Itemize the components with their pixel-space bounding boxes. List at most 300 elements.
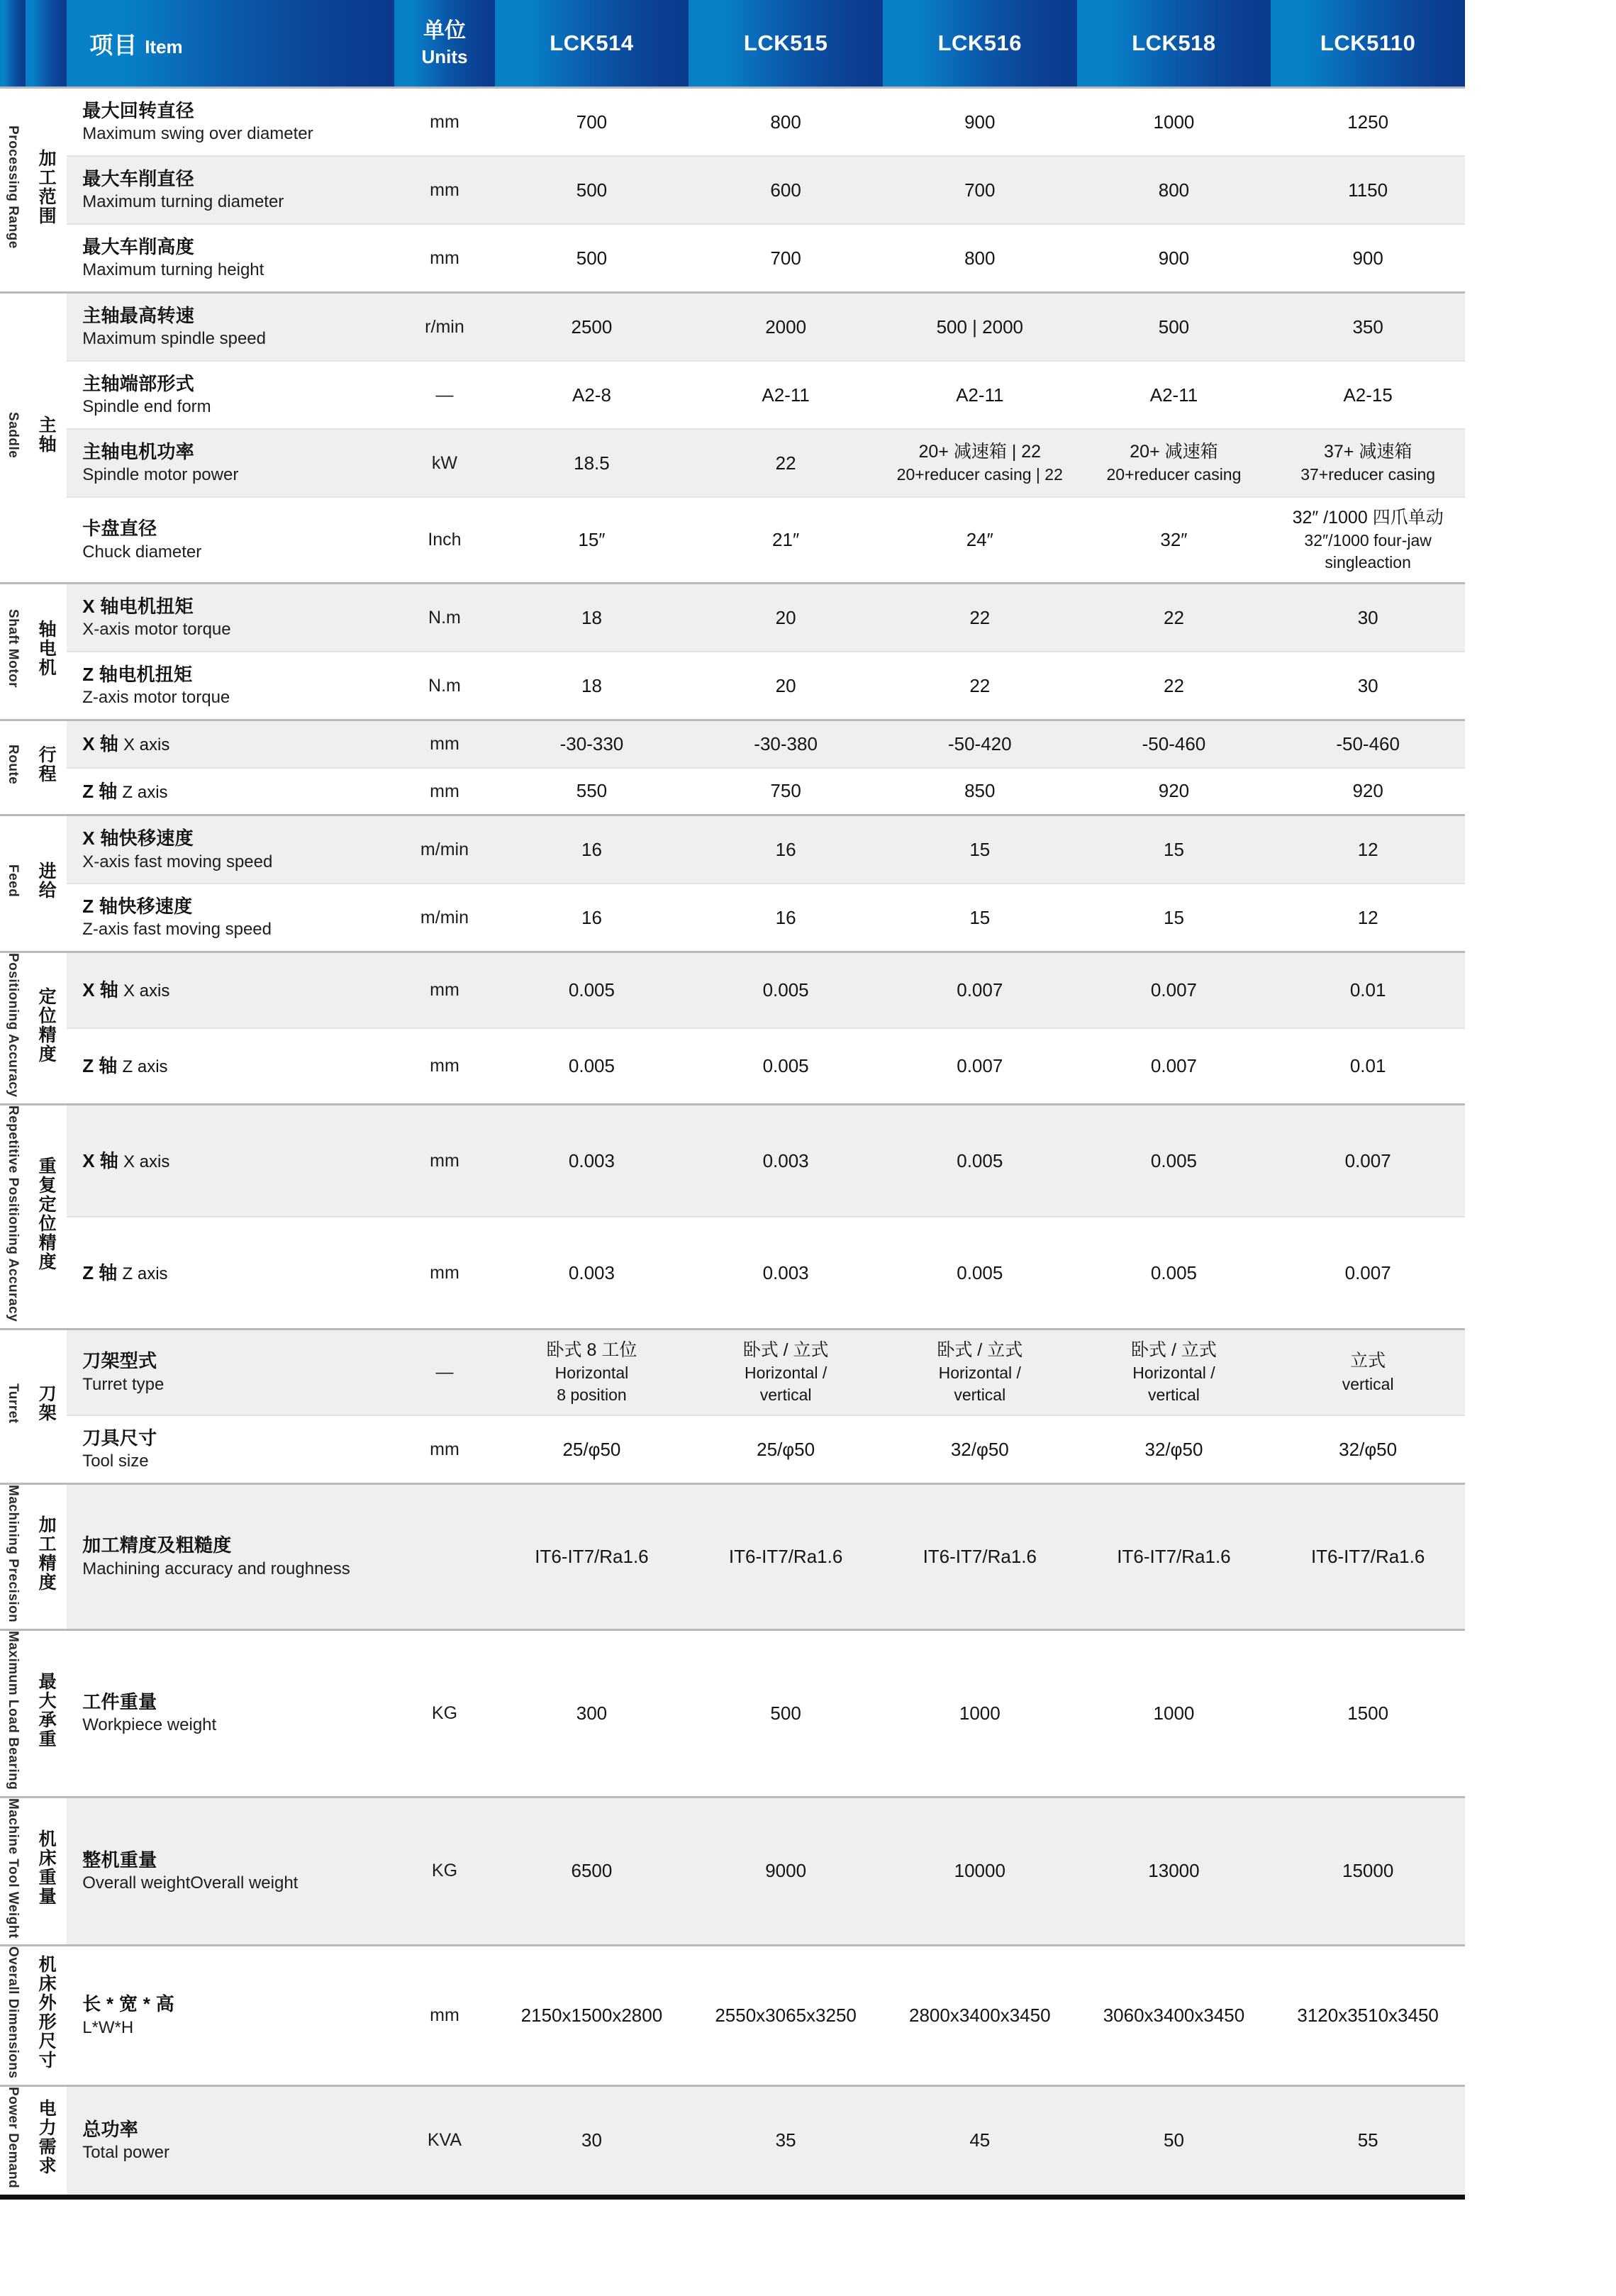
table-row xyxy=(0,952,1465,1029)
table-row xyxy=(0,1483,1465,1629)
row-value-lck5110: 15000 xyxy=(1271,1797,1465,1945)
category-cn-text: 机床重量 xyxy=(36,1829,57,1907)
row-value-lck518: 50 xyxy=(1077,2085,1271,2194)
row-item-en: Turret type xyxy=(82,1374,165,1394)
value-cn: 立式 xyxy=(1350,1351,1386,1371)
row-value-lck5110: 1150 xyxy=(1271,156,1465,224)
row-value-lck518: -50-460 xyxy=(1077,720,1271,768)
value-cn: 20+ 减速箱 | 22 xyxy=(918,441,1042,462)
category-en-text: Feed xyxy=(5,864,21,898)
category-cn-text: 最大承重 xyxy=(36,1671,57,1749)
row-unit: KVA xyxy=(394,2085,494,2194)
row-unit: mm xyxy=(394,720,494,768)
category-label-en-overall-dimensions xyxy=(0,1945,26,2085)
value-en: Horizontal / xyxy=(938,1364,1021,1383)
value-cn: 卧式 / 立式 xyxy=(1131,1339,1217,1360)
category-label-en-shaft-motor xyxy=(0,584,26,720)
row-value-lck514 xyxy=(495,1329,689,1415)
row-value-lck5110: A2-15 xyxy=(1271,361,1465,429)
header-item-cn: 项目 xyxy=(89,31,138,58)
row-item-label xyxy=(67,815,394,884)
row-item-en: Maximum turning diameter xyxy=(82,192,284,212)
value-cn: 32″ /1000 四爪单动 xyxy=(1292,507,1444,528)
row-value-lck515: 2000 xyxy=(689,292,883,360)
value-en-2: vertical xyxy=(954,1386,1006,1405)
category-en-text: Machine Tool Weight xyxy=(5,1798,21,1939)
row-value-lck5110: 920 xyxy=(1271,768,1465,815)
row-value-lck515: 0.005 xyxy=(689,952,883,1029)
row-value-lck518: 13000 xyxy=(1077,1797,1271,1945)
row-item-cn: 最大回转直径 xyxy=(82,100,195,121)
value-en: vertical xyxy=(1342,1374,1394,1393)
row-item-label xyxy=(67,1217,394,1329)
row-value-lck518: 22 xyxy=(1077,652,1271,720)
category-label-cn-route xyxy=(26,720,67,815)
table-row xyxy=(0,768,1465,815)
row-item-en: Z axis xyxy=(122,1057,168,1077)
row-item-label xyxy=(67,497,394,584)
row-item-cn: Z 轴 xyxy=(82,1055,123,1077)
row-value-lck515: 0.005 xyxy=(689,1028,883,1105)
value-cn: 20+ 减速箱 xyxy=(1130,441,1218,462)
row-value-lck514: 550 xyxy=(495,768,689,815)
row-unit: N.m xyxy=(394,652,494,720)
category-en-text: Route xyxy=(5,745,21,785)
table-row xyxy=(0,720,1465,768)
row-value-lck516: 32/φ50 xyxy=(883,1415,1077,1483)
row-item-label xyxy=(67,768,394,815)
row-value-lck5110: 1500 xyxy=(1271,1629,1465,1797)
row-value-lck518: 800 xyxy=(1077,156,1271,224)
category-label-en-route xyxy=(0,720,26,815)
row-item-en: Workpiece weight xyxy=(82,1715,217,1735)
row-item-en: Maximum spindle speed xyxy=(82,329,266,349)
category-cn-text: 加工范围 xyxy=(36,148,57,225)
row-value-lck5110: 0.01 xyxy=(1271,952,1465,1029)
row-value-lck516: 22 xyxy=(883,652,1077,720)
row-value-lck516: 15 xyxy=(883,884,1077,952)
table-row xyxy=(0,815,1465,884)
category-en-text: Positioning Accuracy xyxy=(5,953,21,1098)
row-item-en: Spindle end form xyxy=(82,397,211,417)
row-value-lck516: 900 xyxy=(883,88,1077,156)
row-unit xyxy=(394,1483,494,1629)
row-item-label xyxy=(67,884,394,952)
value-en: 32″/1000 four-jaw xyxy=(1304,531,1432,550)
row-unit: mm xyxy=(394,768,494,815)
row-value-lck515: 2550x3065x3250 xyxy=(689,1945,883,2085)
row-value-lck518 xyxy=(1077,1329,1271,1415)
row-item-en: Chuck diameter xyxy=(82,542,202,562)
row-item-en: X-axis fast moving speed xyxy=(82,852,273,871)
row-value-lck515: 700 xyxy=(689,224,883,292)
category-en-text: Saddle xyxy=(5,411,21,458)
row-value-lck516: 45 xyxy=(883,2085,1077,2194)
row-value-lck5110: 900 xyxy=(1271,224,1465,292)
category-cn-text: 刀架 xyxy=(36,1384,57,1423)
header-units-en: Units xyxy=(421,45,468,67)
row-value-lck516: 700 xyxy=(883,156,1077,224)
table-body xyxy=(0,88,1465,2195)
table-row xyxy=(0,1217,1465,1329)
row-item-label xyxy=(67,1028,394,1105)
row-value-lck514: A2-8 xyxy=(495,361,689,429)
row-item-en: Z axis xyxy=(122,782,168,802)
row-value-lck5110: 55 xyxy=(1271,2085,1465,2194)
row-value-lck514: 700 xyxy=(495,88,689,156)
row-value-lck5110: 12 xyxy=(1271,884,1465,952)
row-value-lck516: 0.005 xyxy=(883,1105,1077,1217)
row-item-cn: 刀架型式 xyxy=(82,1350,157,1372)
row-item-inline xyxy=(82,979,169,1001)
table-row xyxy=(0,224,1465,292)
category-en-text: Shaft Motor xyxy=(5,609,21,689)
table-row xyxy=(0,292,1465,360)
table-row xyxy=(0,652,1465,720)
row-value-lck515 xyxy=(689,1329,883,1415)
row-value-lck515: 20 xyxy=(689,652,883,720)
row-value-lck516: 500 | 2000 xyxy=(883,292,1077,360)
row-item-inline xyxy=(82,1150,169,1171)
header-units-cn: 单位 xyxy=(423,19,466,43)
row-item-label xyxy=(67,1415,394,1483)
row-value-lck516: A2-11 xyxy=(883,361,1077,429)
category-label-en-repetitive-positioning-accuracy xyxy=(0,1105,26,1330)
category-en-text: Processing Range xyxy=(5,125,21,249)
row-value-lck5110: 1250 xyxy=(1271,88,1465,156)
category-label-cn-shaft-motor xyxy=(26,584,67,720)
category-label-en-power-demand xyxy=(0,2085,26,2194)
category-label-cn-saddle xyxy=(26,292,67,583)
row-unit: mm xyxy=(394,156,494,224)
row-value-lck514: -30-330 xyxy=(495,720,689,768)
row-item-label xyxy=(67,584,394,652)
row-item-label xyxy=(67,429,394,497)
header-model-lck5110: LCK5110 xyxy=(1271,0,1465,88)
row-value-lck514: 2500 xyxy=(495,292,689,360)
row-item-label xyxy=(67,2085,394,2194)
category-label-en-positioning-accuracy xyxy=(0,952,26,1105)
row-value-lck516: 24″ xyxy=(883,497,1077,584)
category-label-cn-processing-range xyxy=(26,88,67,293)
category-cn-text: 电力需求 xyxy=(36,2099,57,2176)
row-item-label xyxy=(67,1797,394,1945)
category-cn-text: 重复定位精度 xyxy=(36,1156,57,1271)
row-value-lck515: 25/φ50 xyxy=(689,1415,883,1483)
category-label-en-turret xyxy=(0,1329,26,1483)
row-value-lck518: 900 xyxy=(1077,224,1271,292)
row-value-lck515: 22 xyxy=(689,429,883,497)
header-units xyxy=(394,0,494,88)
category-label-en-saddle xyxy=(0,292,26,583)
header-model-lck516: LCK516 xyxy=(883,0,1077,88)
row-item-cn: 主轴最高转速 xyxy=(82,304,195,326)
row-item-en: Total power xyxy=(82,2142,169,2162)
row-value-lck518: 3060x3400x3450 xyxy=(1077,1945,1271,2085)
row-value-lck518: 0.005 xyxy=(1077,1217,1271,1329)
category-label-cn-power-demand xyxy=(26,2085,67,2194)
row-value-lck514: 16 xyxy=(495,815,689,884)
table-row xyxy=(0,497,1465,584)
row-item-inline xyxy=(82,1262,167,1283)
category-label-en-machine-tool-weight xyxy=(0,1797,26,1945)
header-category-spacer-cn xyxy=(26,0,67,88)
category-en-text: Overall Dimensions xyxy=(5,1946,21,2079)
row-item-inline xyxy=(82,1055,167,1076)
row-value-lck518: 15 xyxy=(1077,815,1271,884)
row-value-lck5110: 32/φ50 xyxy=(1271,1415,1465,1483)
row-item-label xyxy=(67,1329,394,1415)
row-value-lck516: 0.007 xyxy=(883,1028,1077,1105)
category-en-text: Repetitive Positioning Accuracy xyxy=(5,1105,21,1322)
row-item-cn: Z 轴电机扭矩 xyxy=(82,664,193,686)
row-unit: mm xyxy=(394,1945,494,2085)
row-value-lck5110: 0.007 xyxy=(1271,1217,1465,1329)
row-value-lck518: 0.007 xyxy=(1077,952,1271,1029)
row-unit: N.m xyxy=(394,584,494,652)
row-value-lck518: 0.005 xyxy=(1077,1105,1271,1217)
row-value-lck515: IT6-IT7/Ra1.6 xyxy=(689,1483,883,1629)
header-row xyxy=(0,0,1465,88)
header-item-en: Item xyxy=(145,35,183,57)
row-value-lck518: 22 xyxy=(1077,584,1271,652)
row-item-label xyxy=(67,652,394,720)
row-item-en: Maximum swing over diameter xyxy=(82,124,313,144)
row-value-lck514: 0.003 xyxy=(495,1105,689,1217)
row-item-en: Overall weightOverall weight xyxy=(82,1873,299,1893)
row-item-cn: 长 * 宽 * 高 xyxy=(82,1993,175,2015)
row-unit: mm xyxy=(394,952,494,1029)
row-value-lck514: 25/φ50 xyxy=(495,1415,689,1483)
value-cn: 卧式 / 立式 xyxy=(937,1339,1023,1360)
row-item-en: Machining accuracy and roughness xyxy=(82,1559,350,1578)
row-item-en: Z-axis fast moving speed xyxy=(82,920,272,940)
row-item-en: X axis xyxy=(123,981,170,1001)
table-row xyxy=(0,884,1465,952)
row-item-label xyxy=(67,292,394,360)
table-row xyxy=(0,1629,1465,1797)
row-value-lck516: 1000 xyxy=(883,1629,1077,1797)
page-tail-space xyxy=(0,2200,1616,2296)
table-row xyxy=(0,1415,1465,1483)
table-row xyxy=(0,1105,1465,1217)
header-model-lck518: LCK518 xyxy=(1077,0,1271,88)
value-en: 37+reducer casing xyxy=(1300,465,1436,484)
row-item-cn: X 轴快移速度 xyxy=(82,827,194,849)
category-label-cn-turret xyxy=(26,1329,67,1483)
category-en-text: Machining Precision xyxy=(5,1484,21,1623)
row-value-lck5110: 30 xyxy=(1271,652,1465,720)
row-unit: mm xyxy=(394,88,494,156)
row-value-lck515: 16 xyxy=(689,884,883,952)
row-value-lck5110 xyxy=(1271,1329,1465,1415)
row-item-inline xyxy=(82,733,169,754)
row-unit: m/min xyxy=(394,884,494,952)
row-value-lck515: 500 xyxy=(689,1629,883,1797)
row-value-lck514: 0.005 xyxy=(495,1028,689,1105)
value-en-2: singleaction xyxy=(1325,553,1411,572)
row-item-label xyxy=(67,1629,394,1797)
row-value-lck516: 2800x3400x3450 xyxy=(883,1945,1077,2085)
value-en-2: vertical xyxy=(759,1386,812,1405)
category-cn-text: 加工精度 xyxy=(36,1515,57,1593)
row-value-lck5110: 12 xyxy=(1271,815,1465,884)
category-en-text: Power Demand xyxy=(5,2086,21,2188)
table-row xyxy=(0,361,1465,429)
row-value-lck515: 9000 xyxy=(689,1797,883,1945)
row-unit: mm xyxy=(394,1415,494,1483)
row-item-cn: 主轴端部形式 xyxy=(82,372,195,394)
row-item-cn: 总功率 xyxy=(82,2118,139,2140)
row-value-lck5110 xyxy=(1271,497,1465,584)
row-value-lck514: 16 xyxy=(495,884,689,952)
row-unit: m/min xyxy=(394,815,494,884)
category-cn-text: 轴电机 xyxy=(36,620,57,678)
row-item-cn: Z 轴 xyxy=(82,780,123,802)
row-item-label xyxy=(67,224,394,292)
row-unit: KG xyxy=(394,1797,494,1945)
category-label-cn-machine-tool-weight xyxy=(26,1797,67,1945)
row-unit: mm xyxy=(394,1028,494,1105)
row-value-lck5110: IT6-IT7/Ra1.6 xyxy=(1271,1483,1465,1629)
value-en: 20+reducer casing | 22 xyxy=(896,465,1063,484)
row-unit: KG xyxy=(394,1629,494,1797)
row-value-lck515: 20 xyxy=(689,584,883,652)
row-unit: — xyxy=(394,361,494,429)
header-model-lck514: LCK514 xyxy=(495,0,689,88)
row-value-lck518: A2-11 xyxy=(1077,361,1271,429)
row-item-cn: 主轴电机功率 xyxy=(82,440,195,462)
value-en-2: vertical xyxy=(1148,1386,1200,1405)
row-item-cn: 卡盘直径 xyxy=(82,518,157,540)
value-cn: 卧式 / 立式 xyxy=(742,1339,829,1360)
table-row xyxy=(0,1329,1465,1415)
table-row xyxy=(0,584,1465,652)
row-item-cn: Z 轴 xyxy=(82,1261,123,1283)
category-cn-text: 机床外形尺寸 xyxy=(36,1955,57,2071)
row-value-lck516: 0.005 xyxy=(883,1217,1077,1329)
row-value-lck518: IT6-IT7/Ra1.6 xyxy=(1077,1483,1271,1629)
row-value-lck514: 500 xyxy=(495,156,689,224)
row-value-lck515: 600 xyxy=(689,156,883,224)
row-value-lck516: -50-420 xyxy=(883,720,1077,768)
value-cn: 卧式 8 工位 xyxy=(546,1339,637,1360)
row-value-lck516 xyxy=(883,429,1077,497)
row-value-lck518: 500 xyxy=(1077,292,1271,360)
row-unit: r/min xyxy=(394,292,494,360)
row-unit: mm xyxy=(394,224,494,292)
value-en: Horizontal / xyxy=(1132,1364,1215,1383)
value-en-2: 8 position xyxy=(557,1386,627,1405)
row-value-lck514: 0.003 xyxy=(495,1217,689,1329)
row-value-lck515: 35 xyxy=(689,2085,883,2194)
row-unit: Inch xyxy=(394,497,494,584)
category-en-text: Maximum Load Bearing xyxy=(5,1630,21,1790)
row-value-lck516: IT6-IT7/Ra1.6 xyxy=(883,1483,1077,1629)
row-value-lck515: 800 xyxy=(689,88,883,156)
row-value-lck516: 800 xyxy=(883,224,1077,292)
category-en-text: Turret xyxy=(5,1383,21,1424)
value-en: Horizontal xyxy=(555,1364,629,1383)
row-item-label xyxy=(67,720,394,768)
row-value-lck514: 300 xyxy=(495,1629,689,1797)
row-value-lck516: 22 xyxy=(883,584,1077,652)
row-item-cn: 最大车削高度 xyxy=(82,235,195,257)
row-item-cn: 整机重量 xyxy=(82,1849,157,1871)
row-value-lck514: 30 xyxy=(495,2085,689,2194)
category-label-cn-feed xyxy=(26,815,67,952)
row-value-lck516: 10000 xyxy=(883,1797,1077,1945)
row-value-lck5110: 0.01 xyxy=(1271,1028,1465,1105)
row-value-lck514: 18 xyxy=(495,652,689,720)
category-label-cn-maximum-load-bearing xyxy=(26,1629,67,1797)
row-item-cn: Z 轴快移速度 xyxy=(82,896,193,918)
row-value-lck518: 1000 xyxy=(1077,88,1271,156)
row-value-lck516: 15 xyxy=(883,815,1077,884)
row-value-lck5110 xyxy=(1271,429,1465,497)
row-value-lck518: 1000 xyxy=(1077,1629,1271,1797)
row-value-lck515: A2-11 xyxy=(689,361,883,429)
row-value-lck516: 0.007 xyxy=(883,952,1077,1029)
row-value-lck515: 16 xyxy=(689,815,883,884)
row-item-cn: X 轴 xyxy=(82,1149,123,1171)
row-value-lck5110: 3120x3510x3450 xyxy=(1271,1945,1465,2085)
row-value-lck515: -30-380 xyxy=(689,720,883,768)
row-item-en: X-axis motor torque xyxy=(82,620,231,640)
category-cn-text: 主轴 xyxy=(36,416,57,455)
category-label-cn-repetitive-positioning-accuracy xyxy=(26,1105,67,1330)
row-item-en: Tool size xyxy=(82,1451,149,1471)
row-item-en: X axis xyxy=(123,1152,170,1171)
category-label-cn-machining-precision xyxy=(26,1483,67,1629)
row-value-lck5110: 30 xyxy=(1271,584,1465,652)
row-value-lck515: 0.003 xyxy=(689,1105,883,1217)
table-row xyxy=(0,2085,1465,2194)
row-item-cn: X 轴 xyxy=(82,733,123,754)
category-label-en-feed xyxy=(0,815,26,952)
row-item-cn: 最大车削直径 xyxy=(82,167,195,189)
category-cn-text: 定位精度 xyxy=(36,986,57,1064)
row-value-lck514: 0.005 xyxy=(495,952,689,1029)
category-label-en-maximum-load-bearing xyxy=(0,1629,26,1797)
row-value-lck514: 15″ xyxy=(495,497,689,584)
row-value-lck514: 6500 xyxy=(495,1797,689,1945)
row-item-inline xyxy=(82,781,167,802)
row-item-label xyxy=(67,1945,394,2085)
category-cn-text: 行程 xyxy=(36,745,57,784)
row-value-lck518: 15 xyxy=(1077,884,1271,952)
category-label-cn-overall-dimensions xyxy=(26,1945,67,2085)
row-item-cn: 加工精度及粗糙度 xyxy=(82,1534,232,1556)
row-value-lck514: 500 xyxy=(495,224,689,292)
table-row xyxy=(0,88,1465,156)
row-item-label xyxy=(67,156,394,224)
row-item-en: Z-axis motor torque xyxy=(82,688,230,708)
row-item-label xyxy=(67,1105,394,1217)
table-row xyxy=(0,1797,1465,1945)
table-row xyxy=(0,156,1465,224)
category-label-en-processing-range xyxy=(0,88,26,293)
header-category-spacer xyxy=(0,0,26,88)
row-unit: — xyxy=(394,1329,494,1415)
value-en: 20+reducer casing xyxy=(1106,465,1242,484)
row-item-cn: 工件重量 xyxy=(82,1691,157,1713)
row-value-lck516 xyxy=(883,1329,1077,1415)
row-value-lck516: 850 xyxy=(883,768,1077,815)
row-item-cn: X 轴 xyxy=(82,979,123,1001)
row-item-en: L*W*H xyxy=(82,2017,134,2037)
row-item-en: Maximum turning height xyxy=(82,260,264,280)
